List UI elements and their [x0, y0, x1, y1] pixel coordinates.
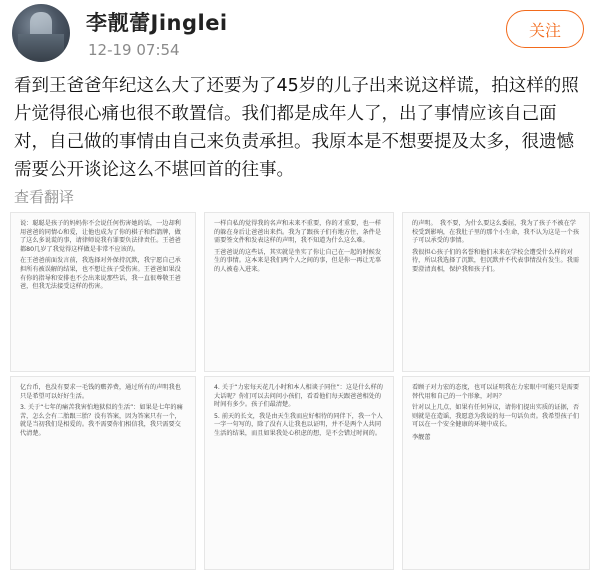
user-avatar[interactable] — [12, 4, 70, 62]
signature-text: 李靓蕾 — [412, 433, 431, 441]
post-image-4[interactable] — [10, 376, 196, 570]
image-text-paragraph: 王爸爸说的这些话，其实就是坐实了你让自己在一起的时候发生的事情。这本来是我们两个人之间的事，但是你一再让无辜的人被卷入进来。 — [214, 248, 382, 273]
image-text-paragraph: 的声明。 我不要，为什么要这么委屈，我为了孩子不被在学校受到影响，在我肚子里的那个小生命，我不认为这是一个孩子可以承受的事情。 — [412, 220, 580, 245]
post-image-2[interactable] — [204, 212, 394, 372]
post-timestamp: 12-19 07:54 — [88, 41, 180, 59]
post-text: 看到王爸爸年纪这么大了还要为了45岁的儿子出来说这样谎，拍这样的照片觉得很心痛也很不敢置信。我们都是成年人了，出了事情应该自己面对，自己做的事情由自己来负责承担。我原本是不想要提及太多，很遗憾需要公开谈论这么不堪回首的往事。 — [14, 76, 579, 180]
post-image-5[interactable] — [204, 376, 394, 570]
follow-button[interactable]: 关注 — [506, 10, 584, 48]
username[interactable]: 李靓蕾Jinglei — [86, 11, 228, 35]
image-text-paragraph: 5. 前天的长文，我是由天生我而应好相待的同伴下，我一个人一字一句写的，除了没有人让我也以证明，并不是两个人共同生活的结果，而且如果我处心积虑的想，是不会错过时间的。 — [214, 412, 383, 437]
translate-link[interactable]: 查看翻译 — [14, 188, 75, 206]
post-image-3[interactable] — [402, 212, 590, 372]
image-text-paragraph: 4. 关于“力宏每天花几小时和本人相谈子同住”：这是什么样的大话呢？你们可以去问问小孩们，看看他们每天跟爸爸相处的时间有多少。孩子们最清楚。 — [214, 384, 383, 409]
image-text-paragraph: 看顾子对力宏的态度，也可以证明我在力宏眼中可能只是需要替代用和自己的一个形象，对吗？ — [412, 384, 580, 400]
image-text-paragraph: 针对以上几点，如果有任何异议，请你们提出实质的证据，否则就是在造谣，我愿意为我说的每一句话负责。我希望孩子们可以在一个安全健康的环境中成长。 — [412, 404, 580, 429]
post-image-1[interactable] — [10, 212, 196, 372]
post-image-6[interactable] — [402, 376, 590, 570]
image-text-paragraph: 亿台币，也没有要求一毛钱的赡养费，通过所有的声明我也只是希望可以好好生活。 — [20, 384, 181, 400]
image-text-paragraph: 一样自私的觉得我的名声和未来不重要，你的才重要，也一样的躲在身后让爸爸出来挡。我为了跟孩子们有地方住，条件是需要签文件和发表这样的声明，我不知道为什么这么难。 — [214, 220, 382, 245]
image-text-paragraph: 我很担心孩子们的名誉和他们未来在学校会遭受什么样的对待，所以我选择了沉默，但沉默并不代表事情没有发生。我需要澄清真相，保护我和孩子们。 — [412, 248, 580, 273]
image-text-paragraph: 说：聪聪是孩子的妈妈你不会说任何伤害她的话，一边却利用爸爸的同情心和爱，让他也成为了你的棋子和挡箭牌，做了这么多说谎的事，请律师说我有罪要负法律责任。王爸爸都80几岁了我觉得这样做是非常不应该的。 — [20, 220, 181, 253]
image-text-paragraph: 在王爸爸前面发言前，我选择对外保持沉默，我宁愿自己承担所有被误解的结果，也不想让孩子受伤害。王爸爸如果没有你的指导和安排也不会出来说那些话，我一直很尊敬王爸爸，但我无法接受这样的伤害。 — [20, 257, 181, 291]
image-text-paragraph: 3. 关于“七年的痛苦我害怕地狱似的生活”：如果是七年的痛苦，怎么会有二胎跟三胎？没有答案，因为答案只有一个，就是当初我们是相爱的。我不需要你们相信我，我只需要交代清楚。 — [20, 404, 183, 437]
image-grid — [10, 212, 590, 570]
